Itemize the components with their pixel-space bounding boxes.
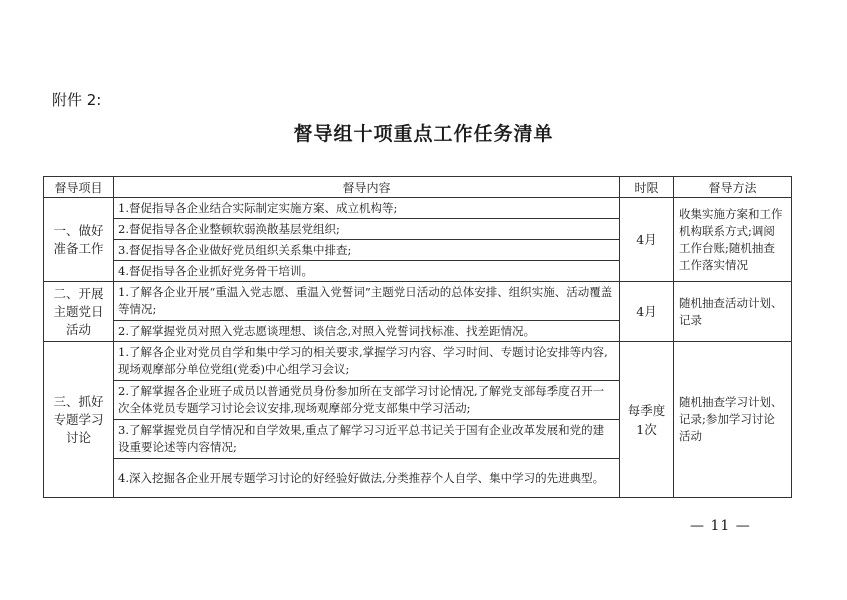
- page-number: — 11 —: [690, 518, 751, 534]
- group-1-item: [44, 198, 114, 282]
- group-3-item-line: 三、抓好: [53, 393, 104, 409]
- header-supervision-content: 督导内容: [114, 177, 620, 198]
- table-header-row: [44, 177, 792, 198]
- group-1-period-line: 4月: [636, 232, 657, 247]
- group-3-item: [44, 342, 114, 498]
- group-3-period-line: 1次: [636, 421, 657, 437]
- group-2-item: [44, 282, 114, 342]
- table-row: [44, 198, 792, 219]
- table-row: [44, 342, 792, 381]
- group-3-item-line: 讨论: [65, 429, 91, 445]
- group-1-content-1: 1.督促指导各企业结合实际制定实施方案、成立机构等;: [114, 198, 620, 219]
- group-3-period: [620, 342, 674, 498]
- group-1-item-line: 一、做好: [53, 222, 104, 238]
- task-table: [43, 176, 792, 498]
- header-supervision-item: 督导项目: [44, 177, 114, 198]
- group-1-content-3: 3.督促指导各企业做好党员组织关系集中排查;: [114, 240, 620, 261]
- group-3-period-line: 每季度: [627, 402, 666, 418]
- group-2-period: [620, 282, 674, 342]
- group-1-content-4: 4.督促指导各企业抓好党务骨干培训。: [114, 261, 620, 282]
- group-3-content-3: 3.了解掌握党员自学情况和自学效果,重点了解学习习近平总书记关于国有企业改革发展和党的建设重要论述等内容情况;: [114, 420, 620, 459]
- group-1-period: [620, 198, 674, 282]
- header-time-limit: 时限: [620, 177, 674, 198]
- group-1-content-2: 2.督促指导各企业整顿软弱涣散基层党组织;: [114, 219, 620, 240]
- group-2-item-line: 二、开展: [53, 285, 104, 301]
- group-1-item-line: 准备工作: [53, 240, 104, 256]
- group-2-method: 随机抽查活动计划、记录: [674, 282, 792, 342]
- group-3-content-2: 2.了解掌握各企业班子成员以普通党员身份参加所在支部学习讨论情况,了解党支部每季度召开一次全体党员专题学习讨论会议安排,现场观摩部分党支部集中学习活动;: [114, 381, 620, 420]
- group-3-item-line: 专题学习: [53, 411, 104, 427]
- document-title: 督导组十项重点工作任务清单: [293, 123, 554, 145]
- group-2-content-1: 1.了解各企业开展“重温入党志愿、重温入党誓词”主题党日活动的总体安排、组织实施、活动覆盖等情况;: [114, 282, 620, 321]
- table-row: [44, 282, 792, 321]
- group-3-method: 随机抽查学习计划、记录;参加学习讨论活动: [674, 342, 792, 498]
- group-2-item-line: 活动: [65, 321, 91, 337]
- header-supervision-method: 督导方法: [674, 177, 792, 198]
- group-2-content-2: 2.了解掌握党员对照入党志愿谈理想、谈信念,对照入党誓词找标准、找差距情况。: [114, 321, 620, 342]
- group-3-content-4: 4.深入挖掘各企业开展专题学习讨论的好经验好做法,分类推荐个人自学、集中学习的先进典型。: [114, 459, 620, 498]
- group-2-period-line: 4月: [636, 304, 657, 319]
- attachment-label: 附件 2:: [52, 91, 102, 109]
- group-2-item-line: 主题党日: [53, 303, 104, 319]
- group-3-content-1: 1.了解各企业对党员自学和集中学习的相关要求,掌握学习内容、学习时间、专题讨论安排等内容,现场观摩部分单位党组(党委)中心组学习会议;: [114, 342, 620, 381]
- group-1-method: 收集实施方案和工作机构联系方式;调阅工作台账;随机抽查工作落实情况: [674, 198, 792, 282]
